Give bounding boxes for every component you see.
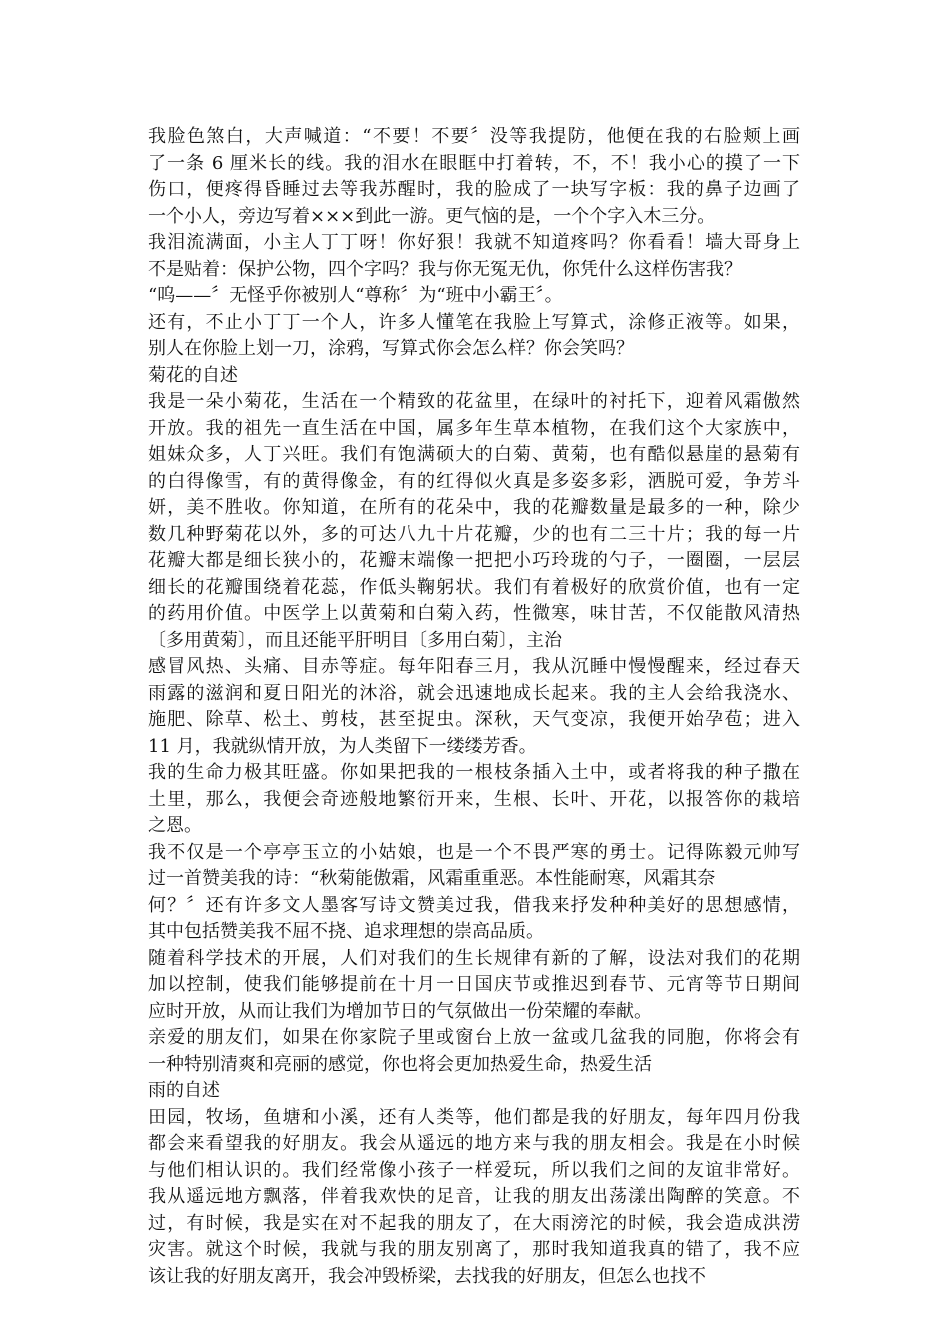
- text-line: 过，有时候，我是实在对不起我的朋友了，在大雨滂沱的时候，我会造成洪涝: [148, 1212, 800, 1234]
- text-line: 土里，那么，我便会奇迹般地繁衍开来，生根、长叶、开花，以报答你的栽培: [148, 788, 800, 810]
- text-line: 灾害。就这个时候，我就与我的朋友别离了，那时我知道我真的错了，我不应: [148, 1239, 800, 1260]
- text-line: 不是贴着：保护公物，四个字吗？我与你无冤无仇，你凭什么这样伤害我？: [148, 258, 742, 280]
- text-line: 一种特别清爽和亮丽的感觉，你也将会更加热爱生命，热爱生活: [148, 1053, 652, 1075]
- text-line: 应时开放，从而让我们为增加节日的气氛做出一份荣耀的奉献。: [148, 1000, 652, 1022]
- text-line: 感冒风热、头痛、目赤等症。每年阳春三月，我从沉睡中慢慢醒来，经过春天: [148, 656, 800, 677]
- text-line: 我的生命力极其旺盛。你如果把我的一根枝条插入土中，或者将我的种子撒在: [148, 762, 800, 783]
- text-line: 一个小人，旁边写着×××到此一游。更气恼的是，一个个字入木三分。: [148, 205, 716, 227]
- section-heading-chrysanthemum: 菊花的自述: [148, 364, 238, 386]
- text-line: 田园，牧场，鱼塘和小溪，还有人类等，他们都是我的好朋友，每年四月份我: [148, 1106, 800, 1128]
- text-line: 其中包括赞美我不屈不挠、追求理想的崇高品质。: [148, 921, 544, 942]
- text-line: 我是一朵小菊花，生活在一个精致的花盆里，在绿叶的衬托下，迎着风霜傲然: [148, 391, 800, 412]
- text-line: 还有，不止小丁丁一个人，许多人懂笔在我脸上写算式，涂修正液等。如果，: [148, 311, 800, 333]
- text-line: 11 月，我就纵情开放，为人类留下一缕缕芳香。: [148, 735, 537, 757]
- text-line: 都会来看望我的好朋友。我会从遥远的地方来与我的朋友相会。我是在小时候: [148, 1133, 800, 1154]
- text-line: 我从遥远地方飘落，伴着我欢快的足音，让我的朋友出荡漾出陶醉的笑意。不: [148, 1186, 800, 1207]
- text-line: 雨露的滋润和夏日阳光的沐浴，就会迅速地成长起来。我的主人会给我浇水、: [148, 682, 800, 704]
- text-line: “呜——〞无怪乎你被别人“尊称〞为“班中小霸王〞。: [148, 285, 563, 306]
- text-line: 亲爱的朋友们，如果在你家院子里或窗台上放一盆或几盆我的同胞，你将会有: [148, 1027, 800, 1048]
- text-line: 数几种野菊花以外，多的可达八九十片花瓣，少的也有二三十片；我的每一片: [148, 523, 800, 545]
- text-line: 之恩。: [148, 815, 202, 836]
- text-line: 过一首赞美我的诗：“秋菊能傲霜，风霜重重恶。本性能耐寒，风霜其奈: [148, 868, 716, 889]
- text-line: 花瓣大都是细长狭小的，花瓣末端像一把把小巧玲珑的勺子，一圈圈，一层层: [148, 550, 800, 571]
- text-line: 伤口，便疼得昏睡过去等我苏醒时，我的脸成了一块写字板：我的鼻子边画了: [148, 179, 800, 200]
- text-line: 别人在你脸上划一刀，涂鸦，写算式你会怎么样？你会笑吗？: [148, 338, 634, 359]
- text-line: 〔多用黄菊〕，而且还能平肝明目〔多用白菊〕，主治: [148, 629, 562, 651]
- section-heading-rain: 雨的自述: [148, 1080, 220, 1101]
- text-line: 细长的花瓣围绕着花蕊，作低头鞠躬状。我们有着极好的欣赏价值，也有一定: [148, 576, 800, 598]
- text-line: 加以控制，使我们能够提前在十月一日国庆节或推迟到春节、元宵等节日期间: [148, 974, 800, 995]
- text-line: 与他们相认识的。我们经常像小孩子一样爱玩，所以我们之间的友谊非常好。: [148, 1159, 800, 1181]
- text-line: 何？〞还有许多文人墨客写诗文赞美过我，借我来抒发种种美好的思想感情，: [148, 894, 800, 916]
- text-line: 的白得像雪，有的黄得像金，有的红得似火真是多姿多彩，洒脱可爱，争芳斗: [148, 470, 800, 492]
- text-line: 姐妹众多，人丁兴旺。我们有饱满硕大的白菊、黄菊，也有酷似悬崖的悬菊有: [148, 444, 800, 465]
- text-line: 我不仅是一个亭亭玉立的小姑娘，也是一个不畏严寒的勇士。记得陈毅元帅写: [148, 841, 800, 863]
- text-line: 的药用价值。中医学上以黄菊和白菊入药，性微寒，味甘苦，不仅能散风清热: [148, 603, 800, 624]
- text-line: 随着科学技术的开展，人们对我们的生长规律有新的了解，设法对我们的花期: [148, 947, 800, 969]
- document-body: [148, 124, 800, 1290]
- text-line: 开放。我的祖先一直生活在中国，属多年生草本植物，在我们这个大家族中，: [148, 417, 800, 439]
- text-line: 了一条 6 厘米长的线。我的泪水在眼眶中打着转，不，不！我小心的摸了一下: [148, 152, 800, 174]
- text-line: 施肥、除草、松土、剪枝，甚至捉虫。深秋，天气变凉，我便开始孕苞；进入: [148, 709, 800, 730]
- text-line: 该让我的好朋友离开，我会冲毁桥梁，去找我的好朋友，但怎么也找不: [148, 1265, 706, 1287]
- text-line: 我泪流满面，小主人丁丁呀！你好狠！我就不知道疼吗？你看看！墙大哥身上: [148, 232, 800, 253]
- text-line: 妍，美不胜收。你知道，在所有的花朵中，我的花瓣数量是最多的一种，除少: [148, 497, 800, 518]
- text-line: 我脸色煞白，大声喊道：“不要！不要〞没等我提防，他便在我的右脸颊上画: [148, 126, 800, 147]
